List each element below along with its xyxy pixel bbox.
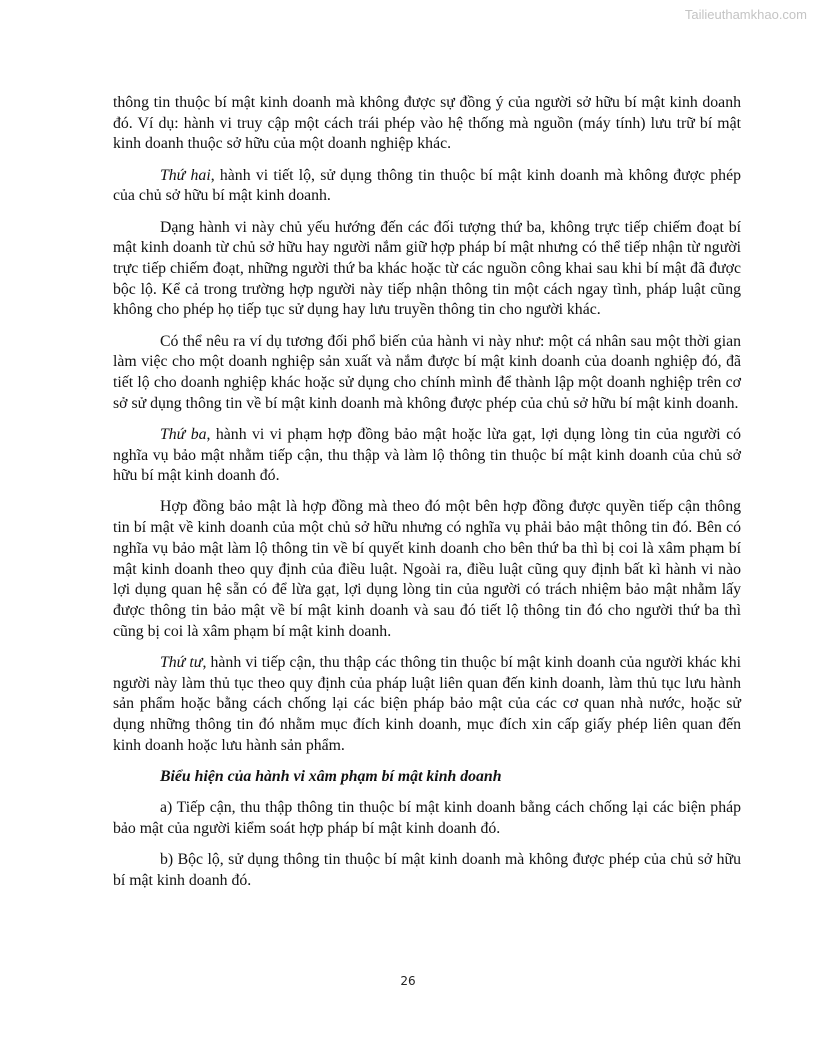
paragraph [113,653,741,757]
paragraph-text: Dạng hành vi này chủ yếu hướng đến các đối tượng thứ ba, không trực tiếp chiếm đoạt bí mật kinh doanh từ chủ sở hữu hay người nắm giữ hợp pháp bí mật nhưng có thể tiếp nhận từ người trực tiếp chiếm đoạt, những người thứ ba khác hoặc từ các nguồn công khai sau khi bí mật đã được bộc lộ. Kể cả trong trường hợp người này tiếp nhận thông tin một cách ngay tình, pháp luật cũng không cho phép họ tiếp tục sử dụng hay lưu truyền thông tin cho người khác. [113,218,741,319]
page-number: 26 [400,974,416,988]
paragraph-text: a) Tiếp cận, thu thập thông tin thuộc bí mật kinh doanh bằng cách chống lại các biện pháp bảo mật của người kiểm soát hợp pháp bí mật kinh doanh đó. [113,799,741,837]
paragraph-text: , hành vi tiếp cận, thu thập các thông tin thuộc bí mật kinh doanh của người khác khi người này làm thủ tục theo quy định của pháp luật liên quan đến kinh doanh, làm thủ tục lưu hành sản phẩm hoặc bằng cách chống lại các biện pháp bảo mật của các cơ quan nhà nước, hoặc sử dụng những thông tin đó nhằm mục đích kinh doanh, mục đích xin cấp giấy phép liên quan đến kinh doanh hoặc lưu hành sản phẩm. [113,653,741,754]
paragraph-text: thông tin thuộc bí mật kinh doanh mà không được sự đồng ý của người sở hữu bí mật kinh doanh đó. Ví dụ: hành vi truy cập một cách trái phép vào hệ thống mà nguồn (máy tính) lưu trữ bí mật kinh doanh thuộc sở hữu của một doanh nghiệp khác. [113,94,741,153]
paragraph [113,497,741,642]
list-item [113,798,741,839]
document-body [113,93,741,902]
paragraph-text: b) Bộc lộ, sử dụng thông tin thuộc bí mật kinh doanh mà không được phép của chủ sở hữu bí mật kinh doanh đó. [113,851,741,889]
paragraph [113,332,741,415]
list-item [113,850,741,891]
paragraph-text: , hành vi vi phạm hợp đồng bảo mật hoặc lừa gạt, lợi dụng lòng tin của người có nghĩa vụ bảo mật nhằm tiếp cận, thu thập và làm lộ thông tin thuộc bí mật kinh doanh của chủ sở hữu bí mật kinh doanh đó. [113,425,741,485]
paragraph-text: , hành vi tiết lộ, sử dụng thông tin thuộc bí mật kinh doanh mà không được phép của chủ sở hữu bí mật kinh doanh. [113,166,741,205]
paragraph-lead: Thứ tư [160,653,203,671]
paragraph-lead: Thứ ba [160,425,207,443]
paragraph-lead: Thứ hai [160,166,211,184]
paragraph [113,166,741,207]
paragraph-text: Có thể nêu ra ví dụ tương đối phổ biến của hành vi này như: một cá nhân sau một thời gian làm việc cho một doanh nghiệp sản xuất và nắm được bí mật kinh doanh của doanh nghiệp đó, đã tiết lộ cho doanh nghiệp khác hoặc sử dụng cho chính mình để thành lập một doanh nghiệp trên cơ sở sử dụng thông tin về bí mật kinh doanh mà không được phép của chủ sở hữu bí mật kinh doanh. [113,332,741,412]
section-heading [113,767,741,788]
watermark: Tailieuthamkhao.com [684,7,807,22]
paragraph [113,425,741,487]
paragraph [113,93,741,155]
heading-text: Biểu hiện của hành vi xâm phạm bí mật kinh doanh [160,767,502,785]
paragraph-text: Hợp đồng bảo mật là hợp đồng mà theo đó một bên hợp đồng được quyền tiếp cận thông tin bí mật về kinh doanh của một chủ sở hữu nhưng có nghĩa vụ phải bảo mật thông tin đó. Bên có nghĩa vụ bảo mật làm lộ thông tin về bí quyết kinh doanh cho bên thứ ba thì bị coi là xâm phạm bí mật kinh doanh theo quy định của điều luật. Ngoài ra, điều luật cũng quy định bất kì hành vi nào lợi dụng quan hệ sẵn có để lừa gạt, lợi dụng lòng tin của người có trách nhiệm bảo mật nhằm lấy được thông tin bảo mật về bí mật kinh doanh và sau đó tiết lộ thông tin đó cho người thứ ba thì cũng bị coi là xâm phạm bí mật kinh doanh. [113,498,741,640]
paragraph [113,218,741,322]
